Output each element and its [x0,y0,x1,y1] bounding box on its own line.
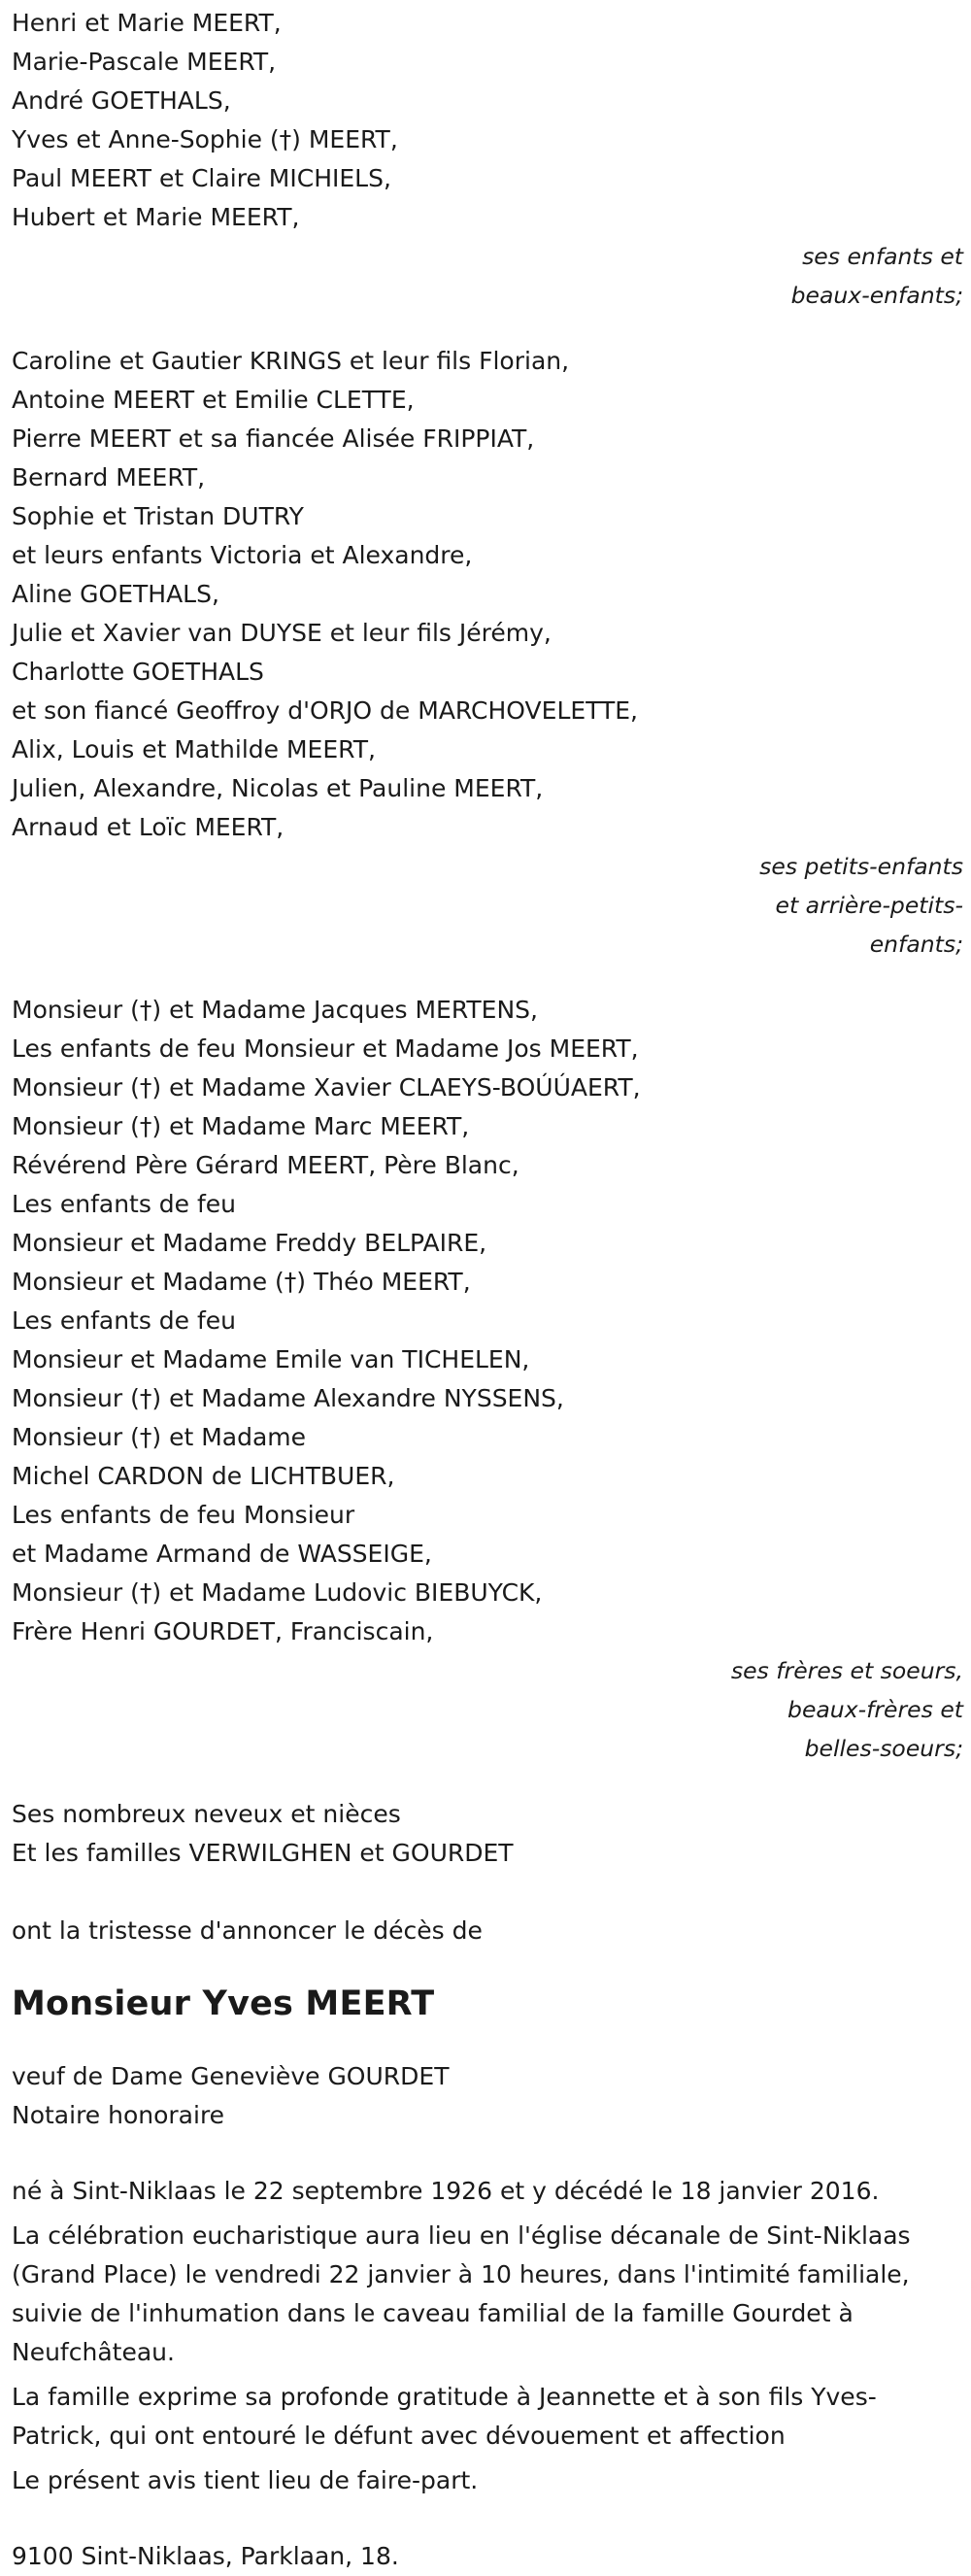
family-line: Charlotte GOETHALS [12,658,264,686]
family-line: Paul MEERT et Claire MICHIELS, [12,164,391,192]
family-line: Monsieur et Madame (†) Théo MEERT, [12,1268,471,1296]
family-line: et son fiancé Geoffroy d'ORJO de MARCHOVELETTE, [12,696,639,725]
family-line: Bernard MEERT, [12,463,206,491]
family-line: Révérend Père Gérard MEERT, Père Blanc, [12,1151,519,1179]
family-line: Frère Henri GOURDET, Franciscain, [12,1617,434,1645]
relation-label: ses enfants et [802,243,963,270]
address: 9100 Sint-Niklaas, Parklaan, 18. [12,2542,399,2570]
family-line: et leurs enfants Victoria et Alexandre, [12,541,473,569]
family-line: Antoine MEERT et Emilie CLETTE, [12,386,415,414]
family-line: Et les familles VERWILGHEN et GOURDET [12,1839,514,1867]
relation-label: ses frères et soeurs, [730,1657,963,1684]
family-group-extended [12,1795,971,1873]
family-line: Arnaud et Loïc MEERT, [12,813,285,841]
deceased-name: Monsieur Yves MEERT [12,1984,435,2023]
deceased-detail: Notaire honoraire [12,2101,225,2129]
family-line: et Madame Armand de WASSEIGE, [12,1540,432,1568]
family-line: André GOETHALS, [12,86,231,115]
family-line: Aline GOETHALS, [12,580,219,608]
family-line: Sophie et Tristan DUTRY [12,502,304,530]
family-line: Julie et Xavier van DUYSE et leur fils Jérémy, [12,619,552,647]
family-line: Michel CARDON de LICHTBUER, [12,1462,395,1490]
family-group-siblings [12,991,971,1768]
relation-label: beaux-enfants; [790,282,963,309]
family-line: Julien, Alexandre, Nicolas et Pauline MEERT, [12,774,544,802]
family-line: Hubert et Marie MEERT, [12,203,300,231]
family-line: Monsieur et Madame Emile van TICHELEN, [12,1345,530,1373]
family-line: Monsieur (†) et Madame [12,1423,307,1451]
family-line: Caroline et Gautier KRINGS et leur fils Florian, [12,347,570,375]
deceased-detail: veuf de Dame Geneviève GOURDET [12,2062,450,2090]
family-line: Les enfants de feu Monsieur [12,1501,355,1529]
relation-label: enfants; [869,931,963,958]
family-line: Alix, Louis et Mathilde MEERT, [12,735,376,763]
family-line: Monsieur et Madame Freddy BELPAIRE, [12,1229,487,1257]
gratitude-paragraph: La famille exprime sa profonde gratitude à Jeannette et à son fils Yves-Patrick, qui ont entouré le défunt avec dévouement et affection [12,2383,877,2450]
family-group-children [12,0,971,315]
notice-paragraph: Le présent avis tient lieu de faire-part. [12,2466,479,2494]
family-line: Monsieur (†) et Madame Alexandre NYSSENS, [12,1384,564,1412]
family-line: Yves et Anne-Sophie (†) MEERT, [12,125,398,153]
family-line: Ses nombreux neveux et nièces [12,1800,401,1828]
family-line: Les enfants de feu [12,1306,237,1335]
family-group-grandchildren [12,342,971,964]
family-line: Pierre MEERT et sa fiancée Alisée FRIPPIAT, [12,424,535,453]
family-line: Henri et Marie MEERT, [12,9,282,37]
family-line: Monsieur (†) et Madame Ludovic BIEBUYCK, [12,1578,543,1607]
family-line: Les enfants de feu Monsieur et Madame Jos MEERT, [12,1034,639,1063]
family-line: Monsieur (†) et Madame Jacques MERTENS, [12,996,538,1024]
family-line: Les enfants de feu [12,1190,237,1218]
family-line: Monsieur (†) et Madame Marc MEERT, [12,1112,470,1140]
ceremony-paragraph: La célébration eucharistique aura lieu en l'église décanale de Sint-Niklaas (Grand Place) le vendredi 22 janvier à 10 heures, dans l'intimité familiale, suivie de l'inhumation dans le caveau familial de la famille Gourdet à Neufchâteau. [12,2221,911,2366]
relation-label: beaux-frères et [787,1696,963,1723]
birth-death-paragraph: né à Sint-Niklaas le 22 septembre 1926 et y décédé le 18 janvier 2016. [12,2177,880,2205]
announcement-text: ont la tristesse d'annoncer le décès de [12,1916,483,1945]
relation-label: ses petits-enfants [759,853,963,880]
family-line: Marie-Pascale MEERT, [12,48,277,76]
relation-label: belles-soeurs; [804,1735,963,1762]
relation-label: et arrière-petits- [775,892,963,919]
family-line: Monsieur (†) et Madame Xavier CLAEYS-BOÚÚAERT, [12,1073,641,1102]
